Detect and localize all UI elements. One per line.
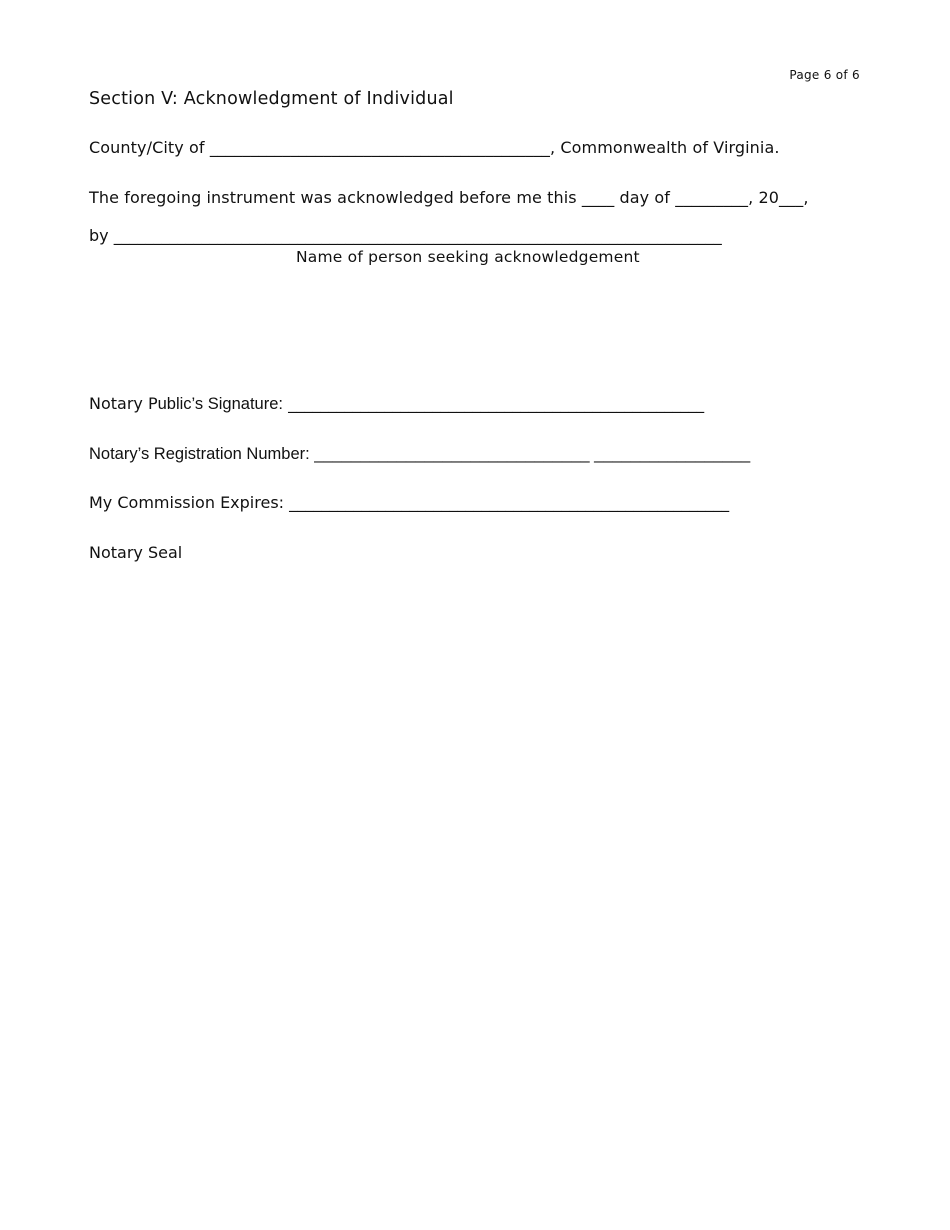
notary-signature-line	[89, 394, 704, 414]
person-name-caption: Name of person seeking acknowledgement	[296, 248, 640, 266]
notary-registration-label: Notary’s Registration Number:	[89, 445, 310, 463]
notary-signature-blank: ____________________________________________________	[282, 394, 705, 413]
notary-registration-blank: ______________________________ _________________	[309, 445, 751, 463]
acknowledged-by-line: by ____________________________________________________________________________	[89, 226, 722, 245]
notary-signature-label: ublic’s Signature:	[157, 395, 283, 413]
notary-signature-prefix: Notary P	[89, 394, 158, 413]
notary-seal-label: Notary Seal	[89, 543, 183, 562]
county-city-line: County/City of __________________________________________, Commonwealth of Virginia.	[89, 138, 780, 157]
notary-registration-line	[89, 444, 750, 464]
acknowledgment-date-line: The foregoing instrument was acknowledged before me this ____ day of _________, 20___,	[89, 188, 809, 207]
commission-expires-line: My Commission Expires: _______________________________________________________	[89, 493, 730, 512]
section-title: Section V: Acknowledgment of Individual	[89, 89, 454, 109]
page-number: Page 6 of 6	[789, 68, 860, 82]
